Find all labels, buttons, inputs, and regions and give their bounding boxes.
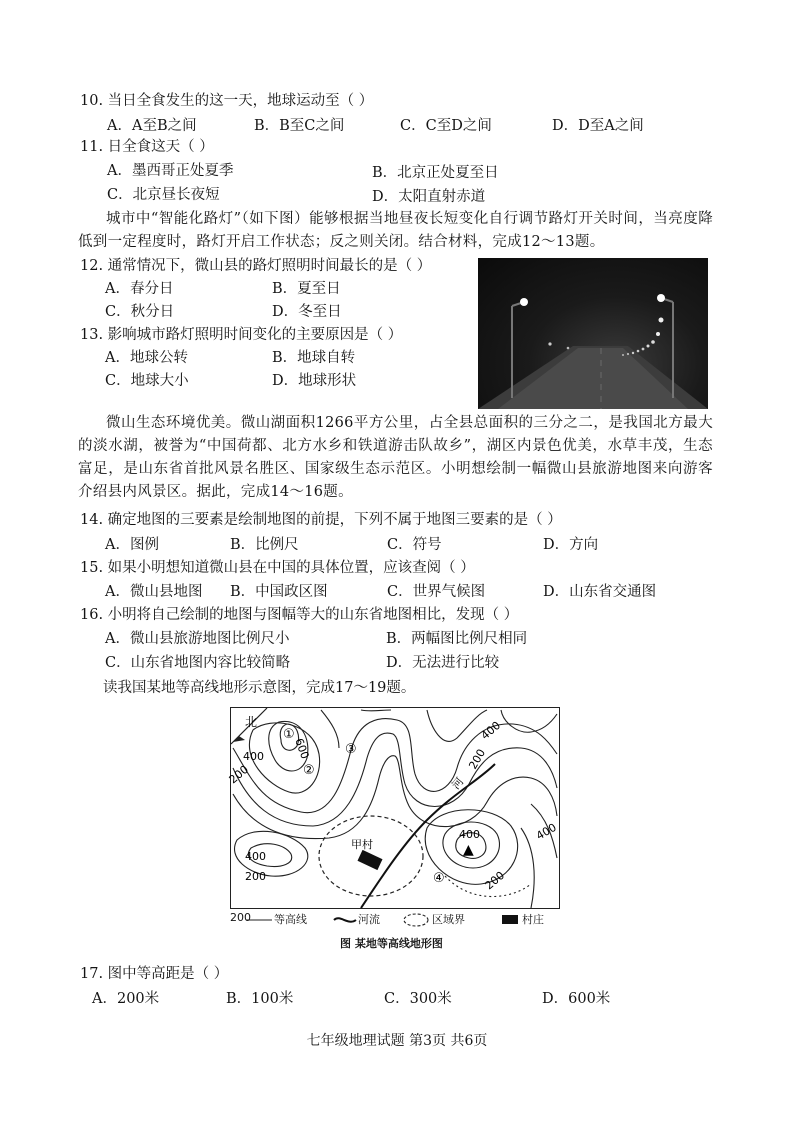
contour-label-400-left: 400 — [243, 750, 264, 763]
q15-stem: 15. 如果小明想知道微山县在中国的具体位置，应该查阅（ ） — [80, 560, 475, 576]
q14-option-b: B．比例尺 — [230, 537, 299, 553]
map-caption: 图 某地等高线地形图 — [340, 937, 443, 950]
point-1: ① — [283, 727, 295, 742]
q10-option-d: D．D至A之间 — [552, 118, 644, 134]
contour-label-400-lower: 400 — [245, 850, 266, 863]
point-4: ④ — [433, 871, 445, 886]
q14-stem: 14. 确定地图的三要素是绘制地图的前提，下列不属于地图三要素的是（ ） — [80, 512, 562, 528]
q12-option-d: D．冬至日 — [272, 304, 342, 320]
q16-option-d: D．无法进行比较 — [386, 655, 500, 671]
q11-option-b: B．北京正处夏至日 — [372, 165, 499, 181]
q11-option-d: D．太阳直射赤道 — [372, 189, 486, 205]
q11-option-c: C．北京昼长夜短 — [107, 187, 220, 203]
q12-option-c: C．秋分日 — [105, 304, 175, 320]
peak-marker: ▲ — [463, 842, 474, 858]
q16-option-b: B．两幅图比例尺相同 — [386, 631, 528, 647]
q15-option-d: D．山东省交通图 — [543, 584, 657, 600]
q13-option-d: D．地球形状 — [272, 373, 357, 389]
contour-label-200-hill: 200 — [482, 868, 508, 893]
q17-option-d: D．600米 — [542, 991, 611, 1007]
village-label: 甲村 — [351, 838, 373, 851]
north-label: 北 — [245, 715, 258, 729]
q10-option-c: C．C至D之间 — [400, 118, 492, 134]
q10-option-b: B．B至C之间 — [254, 118, 345, 134]
contour-map-figure — [226, 707, 560, 950]
q17-option-c: C．300米 — [384, 991, 452, 1007]
contour-label-200-lower: 200 — [245, 870, 266, 883]
q11-stem: 11. 日全食这天（ ） — [80, 139, 214, 155]
legend-river: 河流 — [358, 913, 380, 926]
q16-option-a: A．微山县旅游地图比例尺小 — [105, 631, 290, 647]
q13-option-a: A．地球公转 — [105, 350, 188, 366]
q12-option-b: B．夏至日 — [272, 281, 341, 297]
q14-option-c: C．符号 — [387, 537, 442, 553]
river-label: 河 — [449, 775, 467, 792]
q11-option-a: A．墨西哥正处夏季 — [107, 163, 234, 179]
intro-streetlight: 城市中“智能化路灯”（如下图）能够根据当地昼夜长短变化自行调节路灯开关时间，当亮度降低到一定程度时，路灯开启工作状态；反之则关闭。结合材料，完成12～13题。 — [78, 211, 713, 250]
q16-option-c: C．山东省地图内容比较简略 — [105, 655, 291, 671]
point-3: ③ — [345, 742, 357, 757]
q17-option-b: B．100米 — [226, 991, 294, 1007]
q14-option-d: D．方向 — [543, 537, 599, 553]
streetlight-photo — [478, 258, 708, 409]
contour-map-drawing — [226, 708, 561, 910]
legend-village: 村庄 — [522, 913, 544, 926]
q15-option-a: A．微山县地图 — [105, 584, 203, 600]
contour-label-400-top: 400 — [478, 718, 504, 743]
q12-option-a: A．春分日 — [105, 281, 174, 297]
q10-option-a: A．A至B之间 — [107, 118, 197, 134]
contour-label-400-right: 400 — [534, 820, 559, 843]
contour-label-200-top: 200 — [466, 746, 489, 772]
q15-option-c: C．世界气候图 — [387, 584, 486, 600]
page-footer: 七年级地理试题 第3页 共6页 — [306, 1033, 488, 1049]
q17-stem: 17. 图中等高距是（ ） — [80, 966, 229, 982]
point-2: ② — [303, 763, 315, 778]
q13-option-b: B．地球自转 — [272, 350, 356, 366]
contour-label-200-left: 200 — [226, 762, 252, 787]
intro-weishan: 微山生态环境优美。微山湖面积1266平方公里，占全县总面积的三分之二，是我国北方最大的淡水湖，被誉为“中国荷都、北方水乡和铁道游击队故乡”，湖区内景色优美，水草丰茂，生态富足，是山东省首批风景名胜区、国家级生态示范区。小明想绘制一幅微山县旅游地图来向游客介绍县内风景区。据此，完成14～16题。 — [78, 415, 713, 500]
legend-contour: 等高线 — [274, 913, 307, 926]
legend-boundary: 区域界 — [432, 913, 465, 926]
q13-option-c: C．地球大小 — [105, 373, 189, 389]
q14-option-a: A．图例 — [105, 537, 159, 553]
q17-option-a: A．200米 — [92, 991, 160, 1007]
q15-option-b: B．中国政区图 — [230, 584, 328, 600]
q10-stem: 10. 当日全食发生的这一天，地球运动至（ ） — [80, 93, 374, 109]
contour-map — [226, 707, 560, 909]
streetlight-photo-drawing — [478, 258, 708, 409]
q12-stem: 12. 通常情况下，微山县的路灯照明时间最长的是（ ） — [80, 258, 432, 274]
contour-label-400-hill: 400 — [459, 828, 480, 841]
intro-contour-map: 读我国某地等高线地形示意图，完成17～19题。 — [103, 680, 416, 696]
q13-stem: 13. 影响城市路灯照明时间变化的主要原因是（ ） — [80, 327, 403, 343]
q16-stem: 16. 小明将自己绘制的地图与图幅等大的山东省地图相比，发现（ ） — [80, 607, 519, 623]
legend-contour-value: 200 — [230, 911, 251, 924]
contour-label-600: 600 — [292, 736, 312, 761]
